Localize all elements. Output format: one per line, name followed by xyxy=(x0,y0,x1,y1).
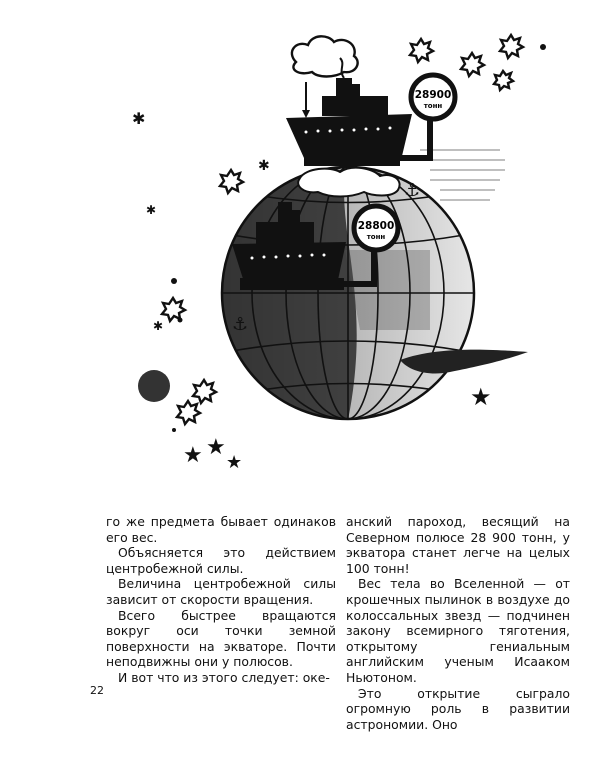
equator-weight-unit: тонн xyxy=(366,233,386,241)
text-column-left xyxy=(106,514,336,686)
paragraph: Всего быстрее вращаются вокруг оси точки земной поверхности на экваторе. Почти неподвижны они у полюсов. xyxy=(106,607,336,670)
paragraph: Величина центробежной силы зависит от скорости вращения. xyxy=(106,576,336,607)
paragraph: Это открытие сыграло огромную роль в развитии астрономии. Оно xyxy=(346,685,570,732)
svg-text:✱: ✱ xyxy=(146,203,157,217)
scale-dial-north xyxy=(411,75,455,119)
svg-text:★: ★ xyxy=(206,435,226,460)
north-weight-value: 28900 xyxy=(414,89,452,101)
weighing-platform-north xyxy=(304,152,400,166)
text-column-right xyxy=(346,514,570,732)
cloud xyxy=(292,36,358,76)
page-number: 22 xyxy=(90,684,104,697)
paragraph: го же предмета бывает одинаков его вес. xyxy=(106,514,336,545)
planet xyxy=(138,370,170,402)
svg-text:✱: ✱ xyxy=(153,319,164,333)
anchor-icon: ⚓ xyxy=(232,314,249,335)
svg-text:★: ★ xyxy=(183,443,203,468)
equator-weight-value: 28800 xyxy=(357,220,395,232)
paragraph: Объясняется это действием центробежной силы. xyxy=(106,545,336,576)
svg-text:✱: ✱ xyxy=(132,109,146,128)
scale-dial-equator xyxy=(354,206,398,250)
paragraph: И вот что из этого следует: оке- xyxy=(118,669,330,685)
svg-text:✱: ✱ xyxy=(258,158,270,174)
anchor-icon: ⚓ xyxy=(404,180,421,201)
svg-text:★: ★ xyxy=(226,452,243,473)
svg-text:★: ★ xyxy=(470,383,492,411)
paragraph: Вес тела во Вселенной — от крошечных пылинок в воздухе до колоссальных звезд — подчинен закону всемирного тяготения, открытому гениальным английским ученым Исааком Ньютоном. xyxy=(346,576,570,685)
north-weight-unit: тонн xyxy=(423,102,443,110)
earth-globe xyxy=(222,167,474,420)
weighing-platform-equator xyxy=(240,278,344,290)
paragraph: анский пароход, весящий на Северном полюсе 28 900 тонн, у экватора станет легче на целых 100 тонн! xyxy=(346,514,570,576)
